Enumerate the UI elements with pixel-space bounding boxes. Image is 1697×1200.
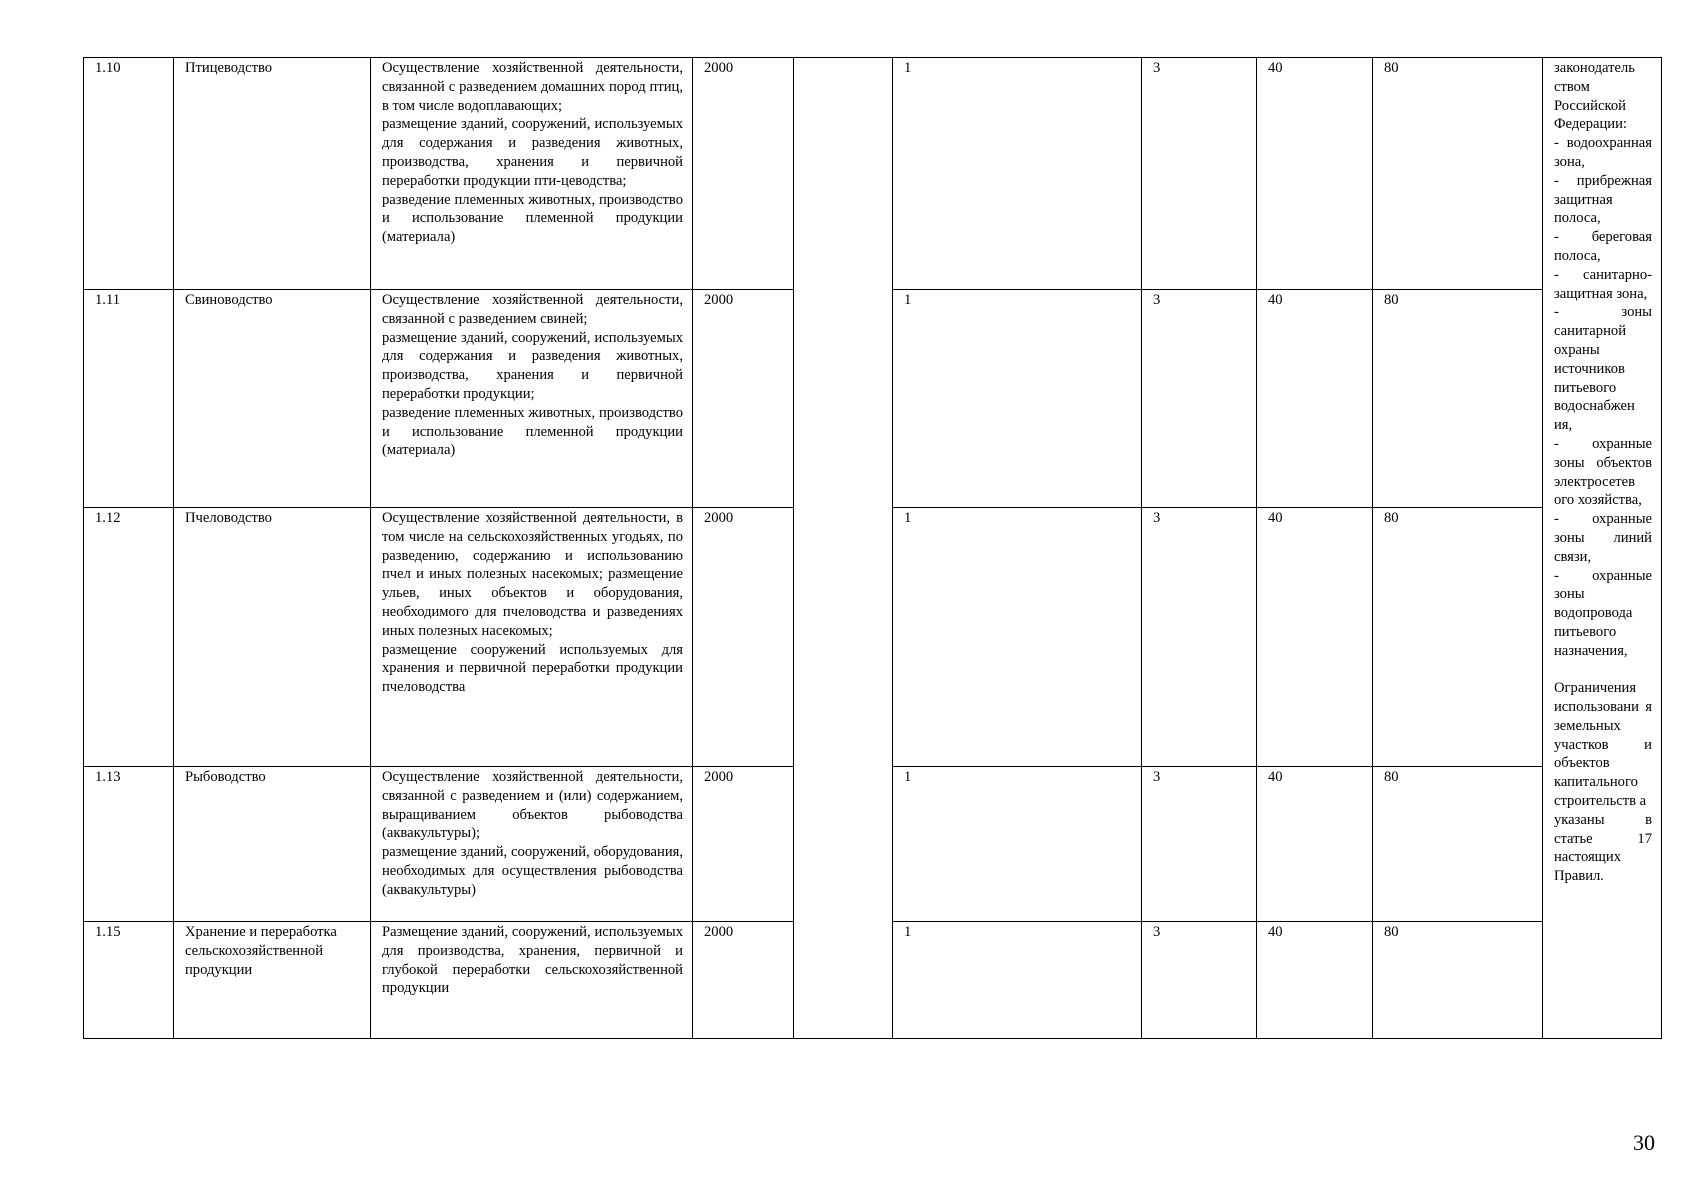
- row-description: Осуществление хозяйственной деятельности, в том числе на сельскохозяйственных угодьях, по разведению, содержанию и использованию пчел и иных полезных насекомых; размещение ульев, иных объектов и оборудования, необходимого для пчеловодства и разведениях иных полезных насекомых; размещение сооружений используемых для хранения и первичной переработки продукции пчеловодства: [371, 508, 693, 767]
- row-code: 1.11: [84, 290, 174, 508]
- row-code: 1.12: [84, 508, 174, 767]
- row-description: Осуществление хозяйственной деятельности, связанной с разведением и (или) содержанием, выращиванием объектов рыбоводства (аквакультуры); размещение зданий, сооружений, оборудования, необходимых для осуществления рыбоводства (аквакультуры): [371, 767, 693, 922]
- row-c-max: 80: [1373, 767, 1543, 922]
- table-row: [84, 58, 1662, 290]
- row-c-min: 1: [893, 58, 1142, 290]
- row-use-name: Птицеводство: [174, 58, 371, 290]
- row-c-min: 1: [893, 922, 1142, 1039]
- row-c-max: 80: [1373, 922, 1543, 1039]
- row-c-min: 1: [893, 508, 1142, 767]
- row-description: Размещение зданий, сооружений, используемых для производства, хранения, первичной и глубокой переработки сельскохозяйственной продукции: [371, 922, 693, 1039]
- row-use-name: Хранение и переработка сельскохозяйственной продукции: [174, 922, 371, 1039]
- row-use-name: Рыбоводство: [174, 767, 371, 922]
- merged-empty-cell: [794, 58, 893, 1039]
- row-area: 2000: [693, 767, 794, 922]
- row-description: Осуществление хозяйственной деятельности, связанной с разведением домашних пород птиц, в том числе водоплавающих; размещение зданий, сооружений, используемых для содержания и разведения животных, производства, хранения и первичной переработки продукции пти-цеводства; разведение племенных животных, производство и использование племенной продукции (материала): [371, 58, 693, 290]
- row-description: Осуществление хозяйственной деятельности, связанной с разведением свиней; размещение зданий, сооружений, используемых для содержания и разведения животных, производства, хранения и первичной переработки продукции; разведение племенных животных, производство и использование племенной продукции (материала): [371, 290, 693, 508]
- row-coverage: 40: [1257, 290, 1373, 508]
- row-floors: 3: [1142, 58, 1257, 290]
- row-area: 2000: [693, 58, 794, 290]
- land-use-regulations-table: [83, 57, 1662, 1039]
- row-code: 1.15: [84, 922, 174, 1039]
- row-floors: 3: [1142, 290, 1257, 508]
- row-c-min: 1: [893, 767, 1142, 922]
- row-coverage: 40: [1257, 767, 1373, 922]
- row-c-min: 1: [893, 290, 1142, 508]
- row-floors: 3: [1142, 767, 1257, 922]
- row-coverage: 40: [1257, 58, 1373, 290]
- row-code: 1.13: [84, 767, 174, 922]
- row-floors: 3: [1142, 508, 1257, 767]
- row-c-max: 80: [1373, 290, 1543, 508]
- page-number: 30: [1633, 1130, 1655, 1155]
- row-use-name: Пчеловодство: [174, 508, 371, 767]
- row-area: 2000: [693, 922, 794, 1039]
- row-floors: 3: [1142, 922, 1257, 1039]
- row-code: 1.10: [84, 58, 174, 290]
- row-area: 2000: [693, 508, 794, 767]
- row-c-max: 80: [1373, 508, 1543, 767]
- row-coverage: 40: [1257, 508, 1373, 767]
- row-use-name: Свиноводство: [174, 290, 371, 508]
- row-area: 2000: [693, 290, 794, 508]
- row-c-max: 80: [1373, 58, 1543, 290]
- row-coverage: 40: [1257, 922, 1373, 1039]
- restrictions-note: законодатель ством Российской Федерации: - водоохранная зона, - прибрежная защитная полоса, - береговая полоса, - санитарно-защитная зона, - зоны санитарной охраны источников питьевого водоснабжен ия, - охранные зоны объектов электросетев ого хозяйства, - охранные зоны линий связи, - охранные зоны водопровода питьевого назначения, Ограничения использовани я земельных участков и объектов капитального строительств а указаны в статье 17 настоящих Правил.: [1543, 58, 1662, 1039]
